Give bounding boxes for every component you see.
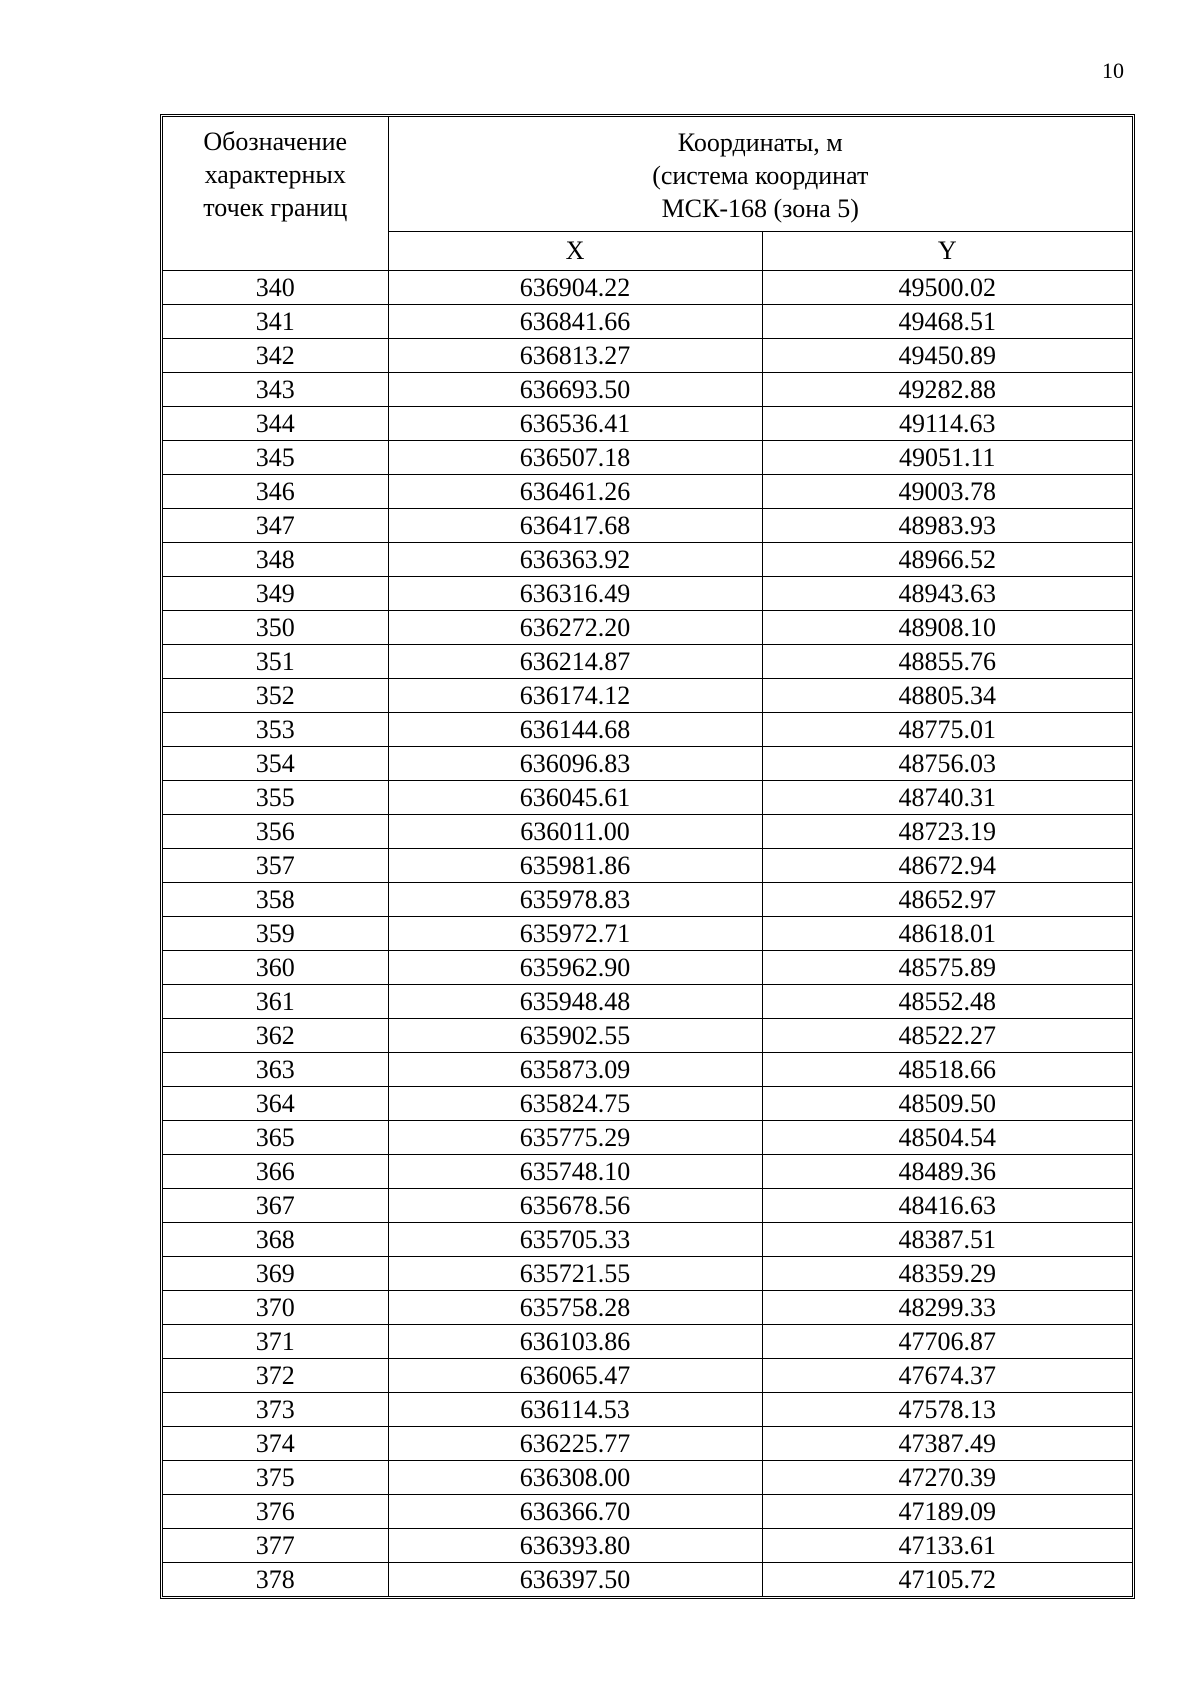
- point-number-cell: 343: [163, 373, 388, 407]
- x-coordinate-cell: 635748.10: [388, 1155, 762, 1189]
- point-number-cell: 375: [163, 1461, 388, 1495]
- x-coordinate-cell: 636363.92: [388, 543, 762, 577]
- y-coordinate-cell: 49003.78: [762, 475, 1132, 509]
- table-row: [163, 849, 1132, 883]
- point-number-cell: 358: [163, 883, 388, 917]
- table-row: [163, 917, 1132, 951]
- table-row: [163, 1529, 1132, 1563]
- x-coordinate-cell: 635705.33: [388, 1223, 762, 1257]
- point-number-cell: 349: [163, 577, 388, 611]
- point-number-cell: 352: [163, 679, 388, 713]
- point-number-cell: 372: [163, 1359, 388, 1393]
- table-row: [163, 747, 1132, 781]
- y-coordinate-cell: 47133.61: [762, 1529, 1132, 1563]
- y-coordinate-cell: 48575.89: [762, 951, 1132, 985]
- x-coordinate-cell: 636813.27: [388, 339, 762, 373]
- y-coordinate-cell: 47674.37: [762, 1359, 1132, 1393]
- x-coordinate-cell: 635824.75: [388, 1087, 762, 1121]
- header-line: Координаты, м: [677, 127, 843, 157]
- table-row: [163, 1189, 1132, 1223]
- x-coordinate-cell: 635902.55: [388, 1019, 762, 1053]
- x-coordinate-cell: 635758.28: [388, 1291, 762, 1325]
- x-coordinate-cell: 636461.26: [388, 475, 762, 509]
- point-number-cell: 356: [163, 815, 388, 849]
- table-row: [163, 1053, 1132, 1087]
- point-number-cell: 350: [163, 611, 388, 645]
- table-row: [163, 951, 1132, 985]
- table-row: [163, 1223, 1132, 1257]
- table-row: [163, 271, 1132, 305]
- x-coordinate-cell: 636693.50: [388, 373, 762, 407]
- y-column-header: Y: [762, 232, 1132, 271]
- point-number-cell: 370: [163, 1291, 388, 1325]
- y-coordinate-cell: 47387.49: [762, 1427, 1132, 1461]
- y-coordinate-cell: 48359.29: [762, 1257, 1132, 1291]
- x-coordinate-cell: 635981.86: [388, 849, 762, 883]
- y-coordinate-cell: 49051.11: [762, 441, 1132, 475]
- x-coordinate-cell: 635873.09: [388, 1053, 762, 1087]
- table-row: [163, 985, 1132, 1019]
- table-row: [163, 1325, 1132, 1359]
- y-coordinate-cell: 47189.09: [762, 1495, 1132, 1529]
- y-coordinate-cell: 48504.54: [762, 1121, 1132, 1155]
- point-number-cell: 365: [163, 1121, 388, 1155]
- table-row: [163, 373, 1132, 407]
- x-coordinate-cell: 635678.56: [388, 1189, 762, 1223]
- y-coordinate-cell: 48416.63: [762, 1189, 1132, 1223]
- table-row: [163, 1019, 1132, 1053]
- table-row: [163, 713, 1132, 747]
- table-row: [163, 1359, 1132, 1393]
- y-coordinate-cell: 47270.39: [762, 1461, 1132, 1495]
- point-number-cell: 346: [163, 475, 388, 509]
- header-line: Обозначение: [203, 127, 348, 156]
- point-number-cell: 342: [163, 339, 388, 373]
- point-number-cell: 347: [163, 509, 388, 543]
- coordinates-table-frame: [160, 114, 1135, 1599]
- point-number-cell: 362: [163, 1019, 388, 1053]
- y-coordinate-cell: 48387.51: [762, 1223, 1132, 1257]
- y-coordinate-cell: 47706.87: [762, 1325, 1132, 1359]
- point-number-cell: 353: [163, 713, 388, 747]
- header-line: МСК-168 (зона 5): [661, 193, 859, 223]
- point-number-cell: 371: [163, 1325, 388, 1359]
- y-coordinate-cell: 48966.52: [762, 543, 1132, 577]
- point-number-cell: 357: [163, 849, 388, 883]
- y-coordinate-cell: 47578.13: [762, 1393, 1132, 1427]
- x-coordinate-cell: 636096.83: [388, 747, 762, 781]
- y-coordinate-cell: 49282.88: [762, 373, 1132, 407]
- x-coordinate-cell: 636397.50: [388, 1563, 762, 1597]
- x-coordinate-cell: 636174.12: [388, 679, 762, 713]
- table-row: [163, 577, 1132, 611]
- table-row: [163, 1563, 1132, 1597]
- x-column-header: X: [388, 232, 762, 271]
- table-row: [163, 441, 1132, 475]
- coordinates-table: [163, 117, 1132, 1596]
- x-coordinate-cell: 635972.71: [388, 917, 762, 951]
- y-coordinate-cell: 48983.93: [762, 509, 1132, 543]
- x-coordinate-cell: 636144.68: [388, 713, 762, 747]
- table-row: [163, 1291, 1132, 1325]
- table-row: [163, 1121, 1132, 1155]
- x-coordinate-cell: 636011.00: [388, 815, 762, 849]
- x-coordinate-cell: 635775.29: [388, 1121, 762, 1155]
- point-designation-header: [163, 117, 388, 271]
- coordinates-header: [388, 117, 1132, 232]
- header-line: (система координат: [652, 160, 869, 190]
- x-coordinate-cell: 636904.22: [388, 271, 762, 305]
- table-row: [163, 1155, 1132, 1189]
- table-row: [163, 1495, 1132, 1529]
- table-row: [163, 1461, 1132, 1495]
- table-row: [163, 645, 1132, 679]
- table-row: [163, 1087, 1132, 1121]
- y-coordinate-cell: 48489.36: [762, 1155, 1132, 1189]
- table-row: [163, 1257, 1132, 1291]
- y-coordinate-cell: 48775.01: [762, 713, 1132, 747]
- y-coordinate-cell: 48518.66: [762, 1053, 1132, 1087]
- table-row: [163, 1427, 1132, 1461]
- y-coordinate-cell: 48855.76: [762, 645, 1132, 679]
- y-coordinate-cell: 49114.63: [762, 407, 1132, 441]
- y-coordinate-cell: 48552.48: [762, 985, 1132, 1019]
- table-row: [163, 781, 1132, 815]
- point-number-cell: 367: [163, 1189, 388, 1223]
- point-number-cell: 376: [163, 1495, 388, 1529]
- table-row: [163, 407, 1132, 441]
- x-coordinate-cell: 636272.20: [388, 611, 762, 645]
- table-row: [163, 815, 1132, 849]
- x-coordinate-cell: 636214.87: [388, 645, 762, 679]
- table-body: [163, 271, 1132, 1597]
- x-coordinate-cell: 636417.68: [388, 509, 762, 543]
- point-number-cell: 344: [163, 407, 388, 441]
- table-row: [163, 611, 1132, 645]
- header-line: точек границ: [203, 193, 348, 222]
- point-number-cell: 360: [163, 951, 388, 985]
- y-coordinate-cell: 47105.72: [762, 1563, 1132, 1597]
- y-coordinate-cell: 49468.51: [762, 305, 1132, 339]
- x-coordinate-cell: 636045.61: [388, 781, 762, 815]
- x-coordinate-cell: 635721.55: [388, 1257, 762, 1291]
- x-coordinate-cell: 635962.90: [388, 951, 762, 985]
- x-coordinate-cell: 635978.83: [388, 883, 762, 917]
- point-number-cell: 359: [163, 917, 388, 951]
- y-coordinate-cell: 49500.02: [762, 271, 1132, 305]
- y-coordinate-cell: 48618.01: [762, 917, 1132, 951]
- x-coordinate-cell: 635948.48: [388, 985, 762, 1019]
- y-coordinate-cell: 48740.31: [762, 781, 1132, 815]
- point-number-cell: 341: [163, 305, 388, 339]
- page-number: 10: [1102, 58, 1124, 83]
- x-coordinate-cell: 636366.70: [388, 1495, 762, 1529]
- x-coordinate-cell: 636114.53: [388, 1393, 762, 1427]
- x-coordinate-cell: 636536.41: [388, 407, 762, 441]
- point-number-cell: 368: [163, 1223, 388, 1257]
- y-coordinate-cell: 48908.10: [762, 611, 1132, 645]
- point-number-cell: 373: [163, 1393, 388, 1427]
- point-number-cell: 340: [163, 271, 388, 305]
- table-row: [163, 883, 1132, 917]
- y-coordinate-cell: 48805.34: [762, 679, 1132, 713]
- point-number-cell: 363: [163, 1053, 388, 1087]
- table-header: [163, 117, 1132, 271]
- y-coordinate-cell: 48756.03: [762, 747, 1132, 781]
- x-coordinate-cell: 636308.00: [388, 1461, 762, 1495]
- table-row: [163, 305, 1132, 339]
- y-coordinate-cell: 48652.97: [762, 883, 1132, 917]
- point-number-cell: 355: [163, 781, 388, 815]
- point-number-cell: 348: [163, 543, 388, 577]
- point-number-cell: 377: [163, 1529, 388, 1563]
- x-coordinate-cell: 636841.66: [388, 305, 762, 339]
- y-coordinate-cell: 48509.50: [762, 1087, 1132, 1121]
- table-row: [163, 475, 1132, 509]
- y-coordinate-cell: 48299.33: [762, 1291, 1132, 1325]
- table-row: [163, 679, 1132, 713]
- x-coordinate-cell: 636065.47: [388, 1359, 762, 1393]
- x-coordinate-cell: 636393.80: [388, 1529, 762, 1563]
- point-number-cell: 378: [163, 1563, 388, 1597]
- point-number-cell: 364: [163, 1087, 388, 1121]
- y-coordinate-cell: 48672.94: [762, 849, 1132, 883]
- y-coordinate-cell: 48943.63: [762, 577, 1132, 611]
- table-row: [163, 543, 1132, 577]
- x-coordinate-cell: 636225.77: [388, 1427, 762, 1461]
- point-number-cell: 354: [163, 747, 388, 781]
- y-coordinate-cell: 49450.89: [762, 339, 1132, 373]
- table-row: [163, 509, 1132, 543]
- point-number-cell: 361: [163, 985, 388, 1019]
- x-coordinate-cell: 636103.86: [388, 1325, 762, 1359]
- point-number-cell: 366: [163, 1155, 388, 1189]
- point-number-cell: 369: [163, 1257, 388, 1291]
- table-row: [163, 339, 1132, 373]
- point-number-cell: 351: [163, 645, 388, 679]
- x-coordinate-cell: 636316.49: [388, 577, 762, 611]
- point-number-cell: 374: [163, 1427, 388, 1461]
- point-number-cell: 345: [163, 441, 388, 475]
- header-line: характерных: [204, 160, 346, 189]
- x-coordinate-cell: 636507.18: [388, 441, 762, 475]
- y-coordinate-cell: 48723.19: [762, 815, 1132, 849]
- y-coordinate-cell: 48522.27: [762, 1019, 1132, 1053]
- table-row: [163, 1393, 1132, 1427]
